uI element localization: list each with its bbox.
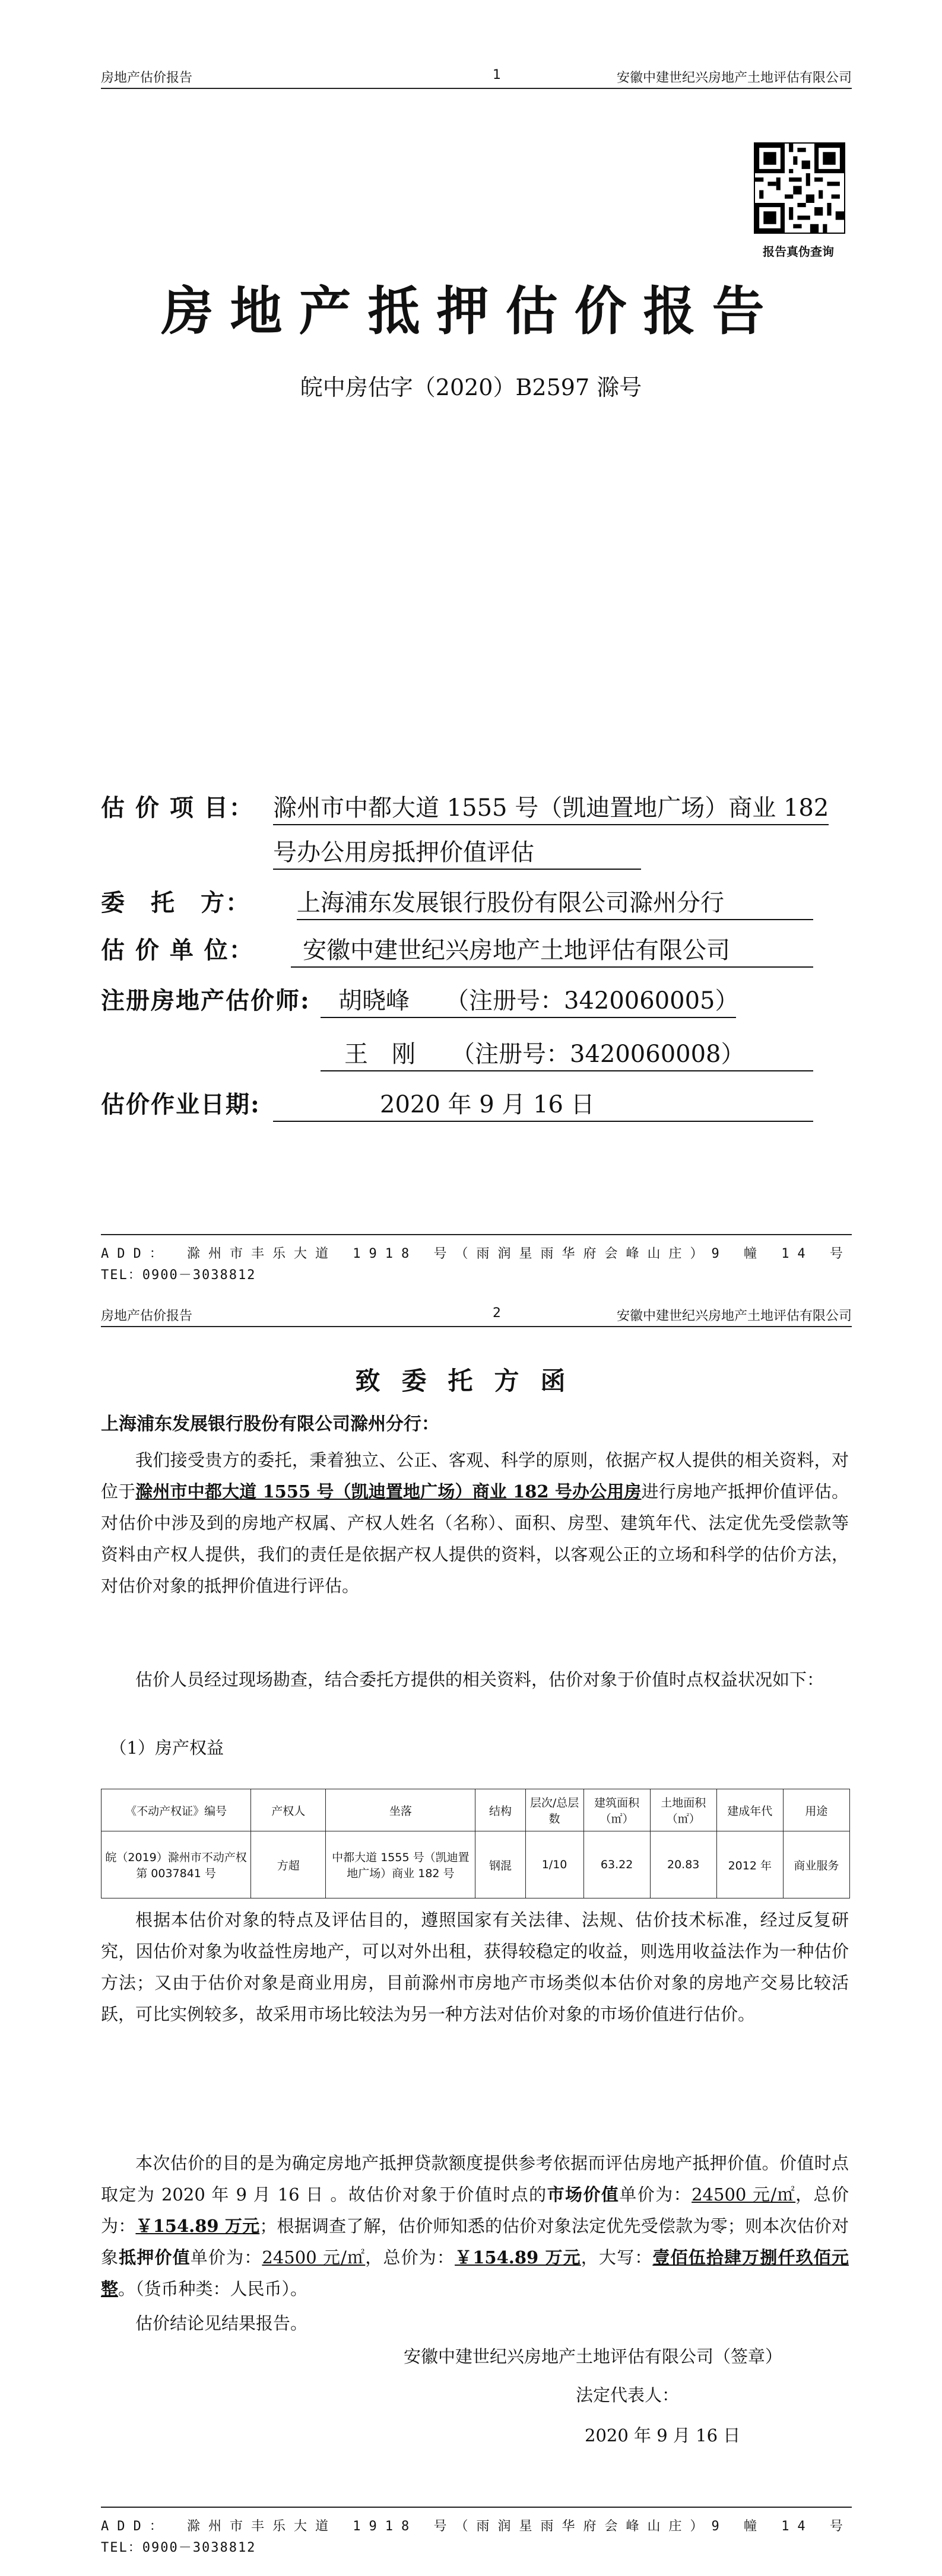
paragraph-4: [101, 2148, 849, 2305]
p4-unit-price-1: 24500 元/㎡: [692, 2184, 796, 2205]
p1-property: 滁州市中都大道 1555 号（凯迪置地广场）商业 182 号办公用房: [135, 1481, 642, 1502]
th-year: 建成年代: [716, 1789, 783, 1831]
p1-text-c: 进行房地产抵押价值评估。对估价中涉及到的房地产权属、产权人姓名（名称）、面积、房型、建筑年代、法定优先受偿款等资料由产权人提供，我们的责任是依据产权人提供的资料，以客观公正的立场和科学的估价方法，对估价对象的抵押价值进行评估。: [101, 1481, 849, 1596]
th-structure: 结构: [475, 1789, 525, 1831]
unit-value: 安徽中建世纪兴房地产土地评估有限公司: [291, 931, 813, 968]
letter-page: [0, 1296, 942, 2576]
p4-g: ；根据调查了解，估价师知悉的估价对象法定优先受偿款为零；则本次估价对象: [101, 2216, 849, 2267]
footer-tel: TEL：0900－3038812: [101, 2540, 256, 2555]
paragraph-1: [101, 1445, 849, 1602]
appraiser-2: 王 刚 （注册号：3420060008）: [321, 1035, 813, 1071]
date-value: 2020 年 9 月 16 日: [273, 1086, 813, 1122]
p4-e: ，总价为：: [101, 2184, 849, 2236]
qr-caption: 报告真伪查询: [763, 244, 834, 259]
p1-text-a: 我们接受贵方的委托，秉着独立、公正、客观、科学的原则，依据产权人提供的相关资料，对位于: [101, 1450, 849, 1502]
appraiser-label: 注册房地产估价师:: [101, 987, 310, 1015]
sign-date: 2020 年 9 月 16 日: [585, 2425, 741, 2445]
page-footer: [101, 2507, 852, 2567]
page-header: [101, 64, 852, 89]
property-rights-table: [101, 1789, 850, 1898]
td-floors: 1/10: [525, 1831, 583, 1898]
page-footer: [101, 1234, 852, 1295]
letter-addressee: 上海浦东发展银行股份有限公司滁州分行：: [101, 1414, 439, 1435]
footer-address: ADD： 滁州市丰乐大道 1918 号（雨润星雨华府会峰山庄）9 幢 14 号: [101, 1246, 851, 1261]
section-title: （1）房产权益: [109, 1738, 224, 1758]
td-cert: 皖（2019）滁州市不动产权第 0037841 号: [102, 1831, 251, 1898]
td-year: 2012 年: [716, 1831, 783, 1898]
page-number: 2: [493, 1306, 501, 1321]
paragraph-5: 估价结论见结果报告。: [135, 2313, 308, 2333]
letter-heading: 致委托方函: [355, 1366, 587, 1395]
paragraph-2: 估价人员经过现场勘查，结合委托方提供的相关资料，估价对象于价值时点权益状况如下：: [135, 1669, 824, 1690]
p4-m: ，大写：: [581, 2247, 653, 2267]
header-company: 安徽中建世纪兴房地产土地评估有限公司: [616, 1309, 852, 1324]
table-row: [102, 1831, 850, 1898]
p4-total-2: ￥154.89 万元: [455, 2247, 581, 2267]
unit-label: 估 价 单 位：: [101, 936, 254, 964]
td-land-area: 20.83: [650, 1831, 716, 1898]
header-left: 房地产估价报告: [101, 71, 193, 85]
report-title: 房地产抵押估价报告: [161, 280, 781, 342]
p4-o: 。（货币种类：人民币）。: [118, 2279, 308, 2299]
th-land-area: 土地面积（㎡）: [650, 1789, 716, 1831]
appraiser-1: 胡晓峰 （注册号：3420060005）: [321, 982, 736, 1018]
th-use: 用途: [783, 1789, 849, 1831]
date-label: 估价作业日期:: [101, 1090, 261, 1118]
p4-mortgage-value: 抵押价值: [119, 2247, 191, 2267]
p4-total-uppercase: 壹佰伍拾肆万捌仟玖佰元整: [101, 2247, 849, 2299]
p4-k: ，总价为：: [365, 2247, 455, 2267]
p4-total-1: ￥154.89 万元: [135, 2216, 260, 2236]
footer-address: ADD： 滁州市丰乐大道 1918 号（雨润星雨华府会峰山庄）9 幢 14 号: [101, 2519, 851, 2534]
project-value-line1: 滁州市中都大道 1555 号（凯迪置地广场）商业 182: [273, 789, 829, 825]
td-owner: 方超: [251, 1831, 326, 1898]
th-location: 坐落: [326, 1789, 475, 1831]
sign-company: 安徽中建世纪兴房地产土地评估有限公司（签章）: [404, 2346, 783, 2367]
th-cert: 《不动产权证》编号: [102, 1789, 251, 1831]
th-build-area: 建筑面积（㎡）: [583, 1789, 650, 1831]
project-value-line2: 号办公用房抵押价值评估: [273, 834, 641, 870]
table-header-row: [102, 1789, 850, 1831]
project-label: 估 价 项 目：: [101, 794, 254, 822]
p4-market-value: 市场价值: [547, 2184, 620, 2205]
header-left: 房地产估价报告: [101, 1309, 193, 1324]
page-header: [101, 1302, 852, 1327]
page-number: 1: [493, 68, 501, 82]
paragraph-3: 根据本估价对象的特点及评估目的，遵照国家有关法律、法规、估价技术标准，经过反复研究，因估价对象为收益性房地产，可以对外出租，获得较稳定的收益，则选用收益法作为一种估价方法；又由于估价对象是商业用房，目前滁州市房地产市场类似本估价对象的房地产交易比较活跃，可比实例较多，故采用市场比较法为另一种方法对估价对象的市场价值进行估价。: [101, 1910, 849, 2024]
p4-i: 单价为：: [190, 2247, 262, 2267]
p4-c: 单价为：: [619, 2184, 692, 2205]
client-value: 上海浦东发展银行股份有限公司滁州分行: [297, 884, 813, 920]
td-structure: 钢混: [475, 1831, 525, 1898]
sign-representative: 法定代表人：: [576, 2385, 680, 2405]
p4-a: 本次估价的目的是为确定房地产抵押贷款额度提供参考依据而评估房地产抵押价值。价值时点取定为 2020 年 9 月 16 日 。故估价对象于价值时点的: [101, 2153, 849, 2205]
th-owner: 产权人: [251, 1789, 326, 1831]
header-company: 安徽中建世纪兴房地产土地评估有限公司: [616, 71, 852, 85]
th-floors: 层次/总层数: [525, 1789, 583, 1831]
qr-code-icon[interactable]: [754, 142, 845, 234]
footer-tel: TEL：0900－3038812: [101, 1268, 256, 1283]
client-label: 委 托 方：: [101, 889, 250, 917]
document-number: 皖中房估字（2020）B2597 滁号: [300, 374, 642, 400]
p4-unit-price-2: 24500 元/㎡: [262, 2247, 366, 2267]
td-location: 中都大道 1555 号（凯迪置地广场）商业 182 号: [326, 1831, 475, 1898]
td-build-area: 63.22: [583, 1831, 650, 1898]
td-use: 商业服务: [783, 1831, 849, 1898]
